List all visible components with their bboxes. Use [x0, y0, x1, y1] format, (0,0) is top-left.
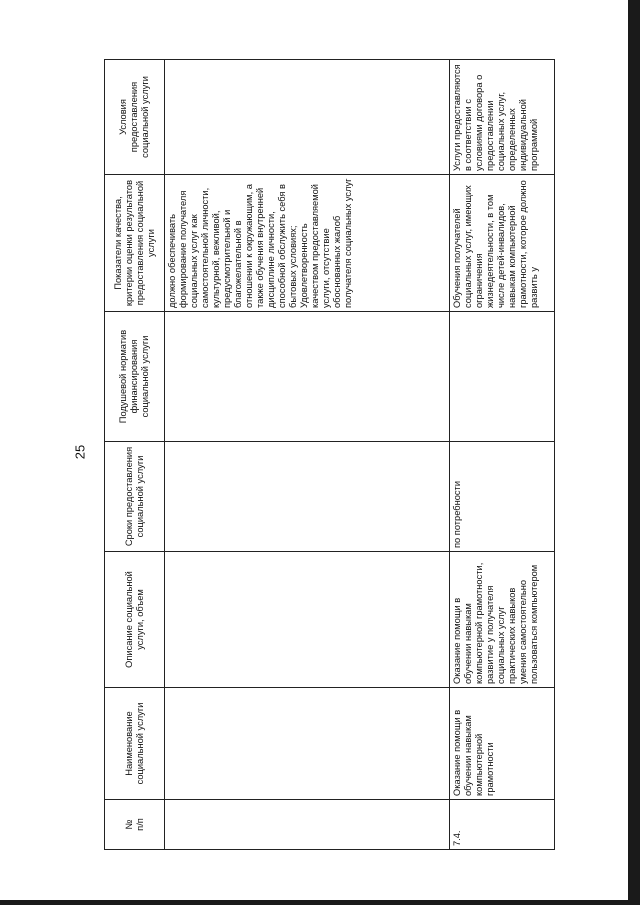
services-table	[104, 59, 555, 850]
cell-description	[165, 552, 450, 688]
cell-conditions: Услуги предоставляются в соответствии с условиями договора о предоставлении социальных услуг, определенных индивидуальной программой	[450, 60, 555, 175]
cell-terms: по потребности	[450, 442, 555, 552]
cell-number: 7.4.	[450, 800, 555, 850]
cell-quality: должно обеспечивать формирование получателя социальных услуг как самостоятельной личности, культурной, вежливой, предусмотрительной и благожелательной в отношении к окружающим, а также обучения внутренней дисциплине личности, способной обслужить себя в бытовых условиях; Удовлетворенность качеством предоставляемой услуги, отсутствие обоснованных жалоб получателя социальных услуг	[165, 175, 450, 312]
header-conditions: Условия предоставления социальной услуги	[105, 60, 165, 175]
cell-service-name: Оказание помощи в обучении навыкам компьютерной грамотности	[450, 688, 555, 800]
scan-edge-right	[628, 0, 640, 905]
header-quality: Показатели качества, критерии оценки результатов предоставления социальной услуги	[105, 175, 165, 312]
cell-norm	[165, 312, 450, 442]
cell-quality: Обучения получателей социальных услуг, имеющих ограничения жизнедеятельности, в том числе детей-инвалидов, навыкам компьютерной грамотности, которое должно развить у	[450, 175, 555, 312]
cell-number	[165, 800, 450, 850]
page-number: 25	[72, 444, 88, 460]
scan-edge-bottom	[0, 900, 640, 905]
table-header-row	[105, 60, 165, 850]
table-row	[450, 60, 555, 850]
header-description: Описание социальной услуги, объем	[105, 552, 165, 688]
cell-norm	[450, 312, 555, 442]
cell-conditions	[165, 60, 450, 175]
header-norm: Подушевой норматив финансирования социальной услуги	[105, 312, 165, 442]
services-table-wrapper	[104, 60, 539, 850]
header-number: № п/п	[105, 800, 165, 850]
cell-terms	[165, 442, 450, 552]
header-terms: Сроки предоставления социальной услуги	[105, 442, 165, 552]
cell-description: Оказание помощи в обучении навыкам компьютерной грамотности, развитие у получателя социальных услуг практических навыков умения самостоятельно пользоваться компьютером	[450, 552, 555, 688]
cell-service-name	[165, 688, 450, 800]
header-service-name: Наименование социальной услуги	[105, 688, 165, 800]
table-row	[165, 60, 450, 850]
